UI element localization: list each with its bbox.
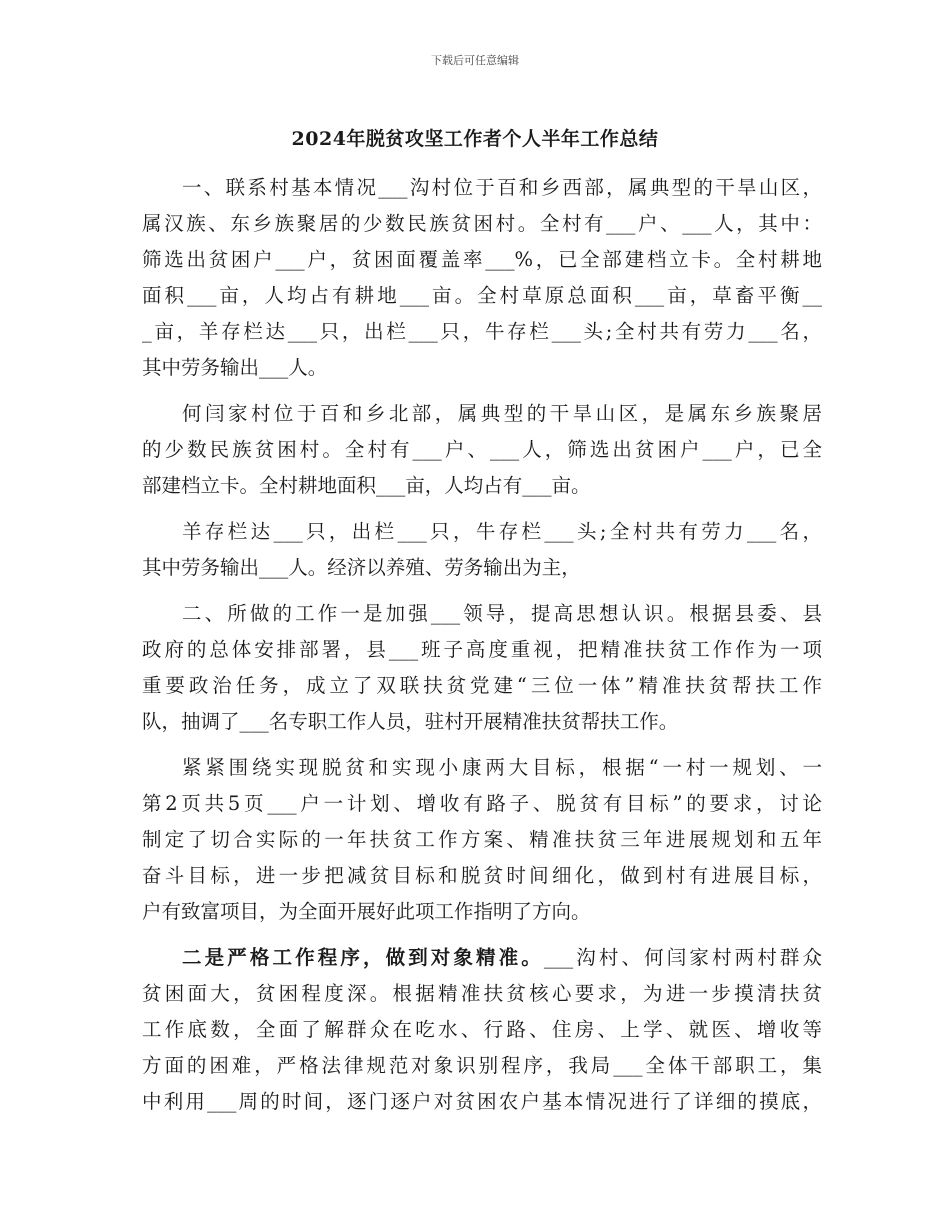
text-line: 工作底数，全面了解群众在吃水、行路、住房、上学、就医、增收等 (142, 1018, 822, 1041)
text-line: 第2页共5页___户一计划、增收有路子、脱贫有目标”的要求，讨论 (142, 792, 822, 815)
text-line: 奋斗目标，进一步把减贫目标和脱贫时间细化，做到村有进展目标， (142, 864, 822, 887)
document-title: 2024年脱贫攻坚工作者个人半年工作总结 (291, 128, 659, 150)
text-line: 一、联系村基本情况___沟村位于百和乡西部，属典型的干旱山区， (182, 176, 822, 199)
text-line: 其中劳务输出___人。 (142, 356, 328, 379)
text-line: 方面的困难，严格法律规范对象识别程序，我局___全体干部职工，集 (142, 1054, 822, 1077)
text-line: 面积___亩，人均占有耕地___亩。全村草原总面积___亩，草畜平衡__ (142, 284, 822, 307)
text-run: ___沟村、何闫家村两村群众 (543, 946, 822, 969)
text-line: 制定了切合实际的一年扶贫工作方案、精准扶贫三年进展规划和五年 (142, 828, 822, 851)
text-line: 部建档立卡。全村耕地面积___亩，人均占有___亩。 (142, 474, 591, 497)
text-line: 羊存栏达___只，出栏___只，牛存栏___头;全村共有劳力___名， (182, 520, 822, 543)
text-line (142, 940, 822, 976)
text-line: 二、所做的工作一是加强___领导，提高思想认识。根据县委、县 (182, 602, 822, 625)
text-line: _亩，羊存栏达___只，出栏___只，牛存栏___头;全村共有劳力___名， (142, 320, 822, 343)
text-line: 中利用___周的时间，逐门逐户对贫困农户基本情况进行了详细的摸底， (142, 1090, 822, 1113)
text-line: 属汉族、东乡族聚居的少数民族贫困村。全村有___户、___人，其中： (142, 212, 822, 235)
text-line: 户有致富项目，为全面开展好此项工作指明了方向。 (142, 900, 591, 923)
text-line: 政府的总体安排部署，县___班子高度重视，把精准扶贫工作作为一项 (142, 638, 822, 661)
bold-lead: 二是严格工作程序，做到对象精准。 (182, 946, 544, 969)
text-line: 重要政治任务，成立了双联扶贫党建“三位一体”精准扶贫帮扶工作 (142, 674, 822, 697)
document-body (142, 170, 822, 1120)
page-header: 下载后可任意编辑 (431, 54, 519, 67)
text-line: 的少数民族贫困村。全村有___户、___人，筛选出贫困户___户，已全 (142, 438, 822, 461)
text-line: 其中劳务输出___人。经济以养殖、劳务输出为主， (142, 556, 581, 579)
text-line: 紧紧围绕实现脱贫和实现小康两大目标，根据“一村一规划、一 (182, 756, 822, 779)
text-line: 何闫家村位于百和乡北部，属典型的干旱山区，是属东乡族聚居 (182, 402, 822, 425)
text-line: 贫困面大，贫困程度深。根据精准扶贫核心要求，为进一步摸清扶贫 (142, 982, 822, 1005)
text-line: 筛选出贫困户___户，贫困面覆盖率___%，已全部建档立卡。全村耕地 (142, 248, 822, 271)
text-line: 队，抽调了___名专职工作人员，驻村开展精准扶贫帮扶工作。 (142, 710, 679, 733)
